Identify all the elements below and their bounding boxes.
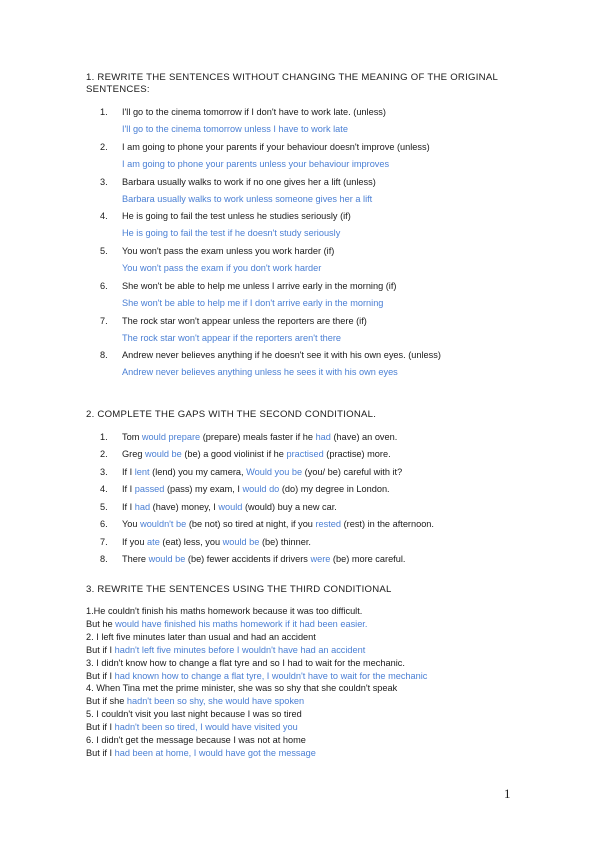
item-number: 3. bbox=[100, 177, 108, 187]
prompt-text: If I bbox=[122, 502, 135, 512]
answer-text: hadn't left five minutes before I wouldn't have had an accident bbox=[114, 644, 366, 655]
prompt-text: (be) a good violinist if he bbox=[181, 449, 287, 459]
answer-text: lent bbox=[134, 467, 150, 477]
answer-text: would prepare bbox=[141, 432, 201, 442]
answer-text: rested bbox=[315, 519, 342, 529]
gap-fill-item bbox=[100, 467, 402, 477]
answer-text: would be bbox=[148, 554, 186, 564]
gap-fill-item bbox=[100, 484, 390, 494]
item-number: 7. bbox=[100, 316, 108, 326]
item-number: 1. bbox=[100, 107, 108, 117]
answer-text: had bbox=[134, 502, 151, 512]
rewritten-sentence bbox=[86, 645, 365, 655]
answer-text: The rock star won't appear if the reporters aren't there bbox=[122, 333, 342, 343]
prompt-text: (prepare) meals faster if he bbox=[200, 432, 316, 442]
question-line bbox=[100, 177, 376, 187]
question-line bbox=[100, 316, 367, 326]
answer-text: Barbara usually walks to work unless someone gives her a lift bbox=[122, 194, 373, 204]
question-text: Andrew never believes anything if he doesn't see it with his own eyes. (unless) bbox=[122, 350, 441, 360]
answer-text: ate bbox=[147, 537, 160, 547]
prompt-text: (eat) less, you bbox=[159, 537, 223, 547]
item-number: 4. bbox=[100, 484, 108, 494]
item-number: 5. bbox=[100, 502, 108, 512]
answer-text: would have finished his maths homework if it had been easier. bbox=[115, 618, 368, 629]
prompt-text: 2. I left five minutes later than usual and had an accident bbox=[86, 631, 316, 642]
answer-text: were bbox=[310, 554, 331, 564]
prompt-text: (be) more careful. bbox=[330, 554, 406, 564]
answer-text: practised bbox=[286, 449, 324, 459]
prompt-text: But if I bbox=[86, 670, 115, 681]
rewritten-sentence bbox=[86, 748, 316, 758]
gap-fill-item bbox=[100, 537, 311, 547]
answer-text: hadn't been so tired, I would have visited you bbox=[114, 722, 298, 733]
answer-text: would bbox=[218, 502, 243, 512]
question-line bbox=[100, 246, 334, 256]
question-line bbox=[100, 350, 441, 360]
prompt-text: (be) thinner. bbox=[259, 537, 311, 547]
original-sentence bbox=[86, 658, 405, 668]
question-text: You won't pass the exam unless you work harder (if) bbox=[122, 246, 335, 256]
item-number: 6. bbox=[100, 281, 108, 291]
section-2-heading: 2. COMPLETE THE GAPS WITH THE SECOND CONDITIONAL. bbox=[86, 409, 377, 420]
prompt-text: (lend) you my camera, bbox=[149, 467, 247, 477]
prompt-text: If you bbox=[122, 537, 148, 547]
prompt-text: If I bbox=[122, 484, 135, 494]
section-3-heading: 3. REWRITE THE SENTENCES USING THE THIRD CONDITIONAL bbox=[86, 584, 392, 595]
question-text: She won't be able to help me unless I arrive early in the morning (if) bbox=[122, 281, 397, 291]
prompt-text: But he bbox=[86, 618, 116, 629]
question-text: I'll go to the cinema tomorrow if I don't have to work late. (unless) bbox=[122, 107, 386, 117]
answer-text: hadn't been so shy, she would have spoken bbox=[126, 696, 305, 707]
item-number: 2. bbox=[100, 142, 108, 152]
prompt-text: (have) an oven. bbox=[330, 432, 398, 442]
question-line bbox=[100, 142, 430, 152]
prompt-text: (would) buy a new car. bbox=[242, 502, 337, 512]
gap-fill-item bbox=[100, 519, 434, 529]
question-text: Barbara usually walks to work if no one gives her a lift (unless) bbox=[122, 177, 376, 187]
prompt-text: (do) my degree in London. bbox=[279, 484, 390, 494]
prompt-text: There bbox=[122, 554, 149, 564]
prompt-text: But if I bbox=[86, 644, 115, 655]
prompt-text: (be) fewer accidents if drivers bbox=[185, 554, 311, 564]
gap-fill-item bbox=[100, 432, 397, 442]
answer-text: would be bbox=[222, 537, 260, 547]
question-text: The rock star won't appear unless the reporters are there (if) bbox=[122, 316, 367, 326]
prompt-text: 1.He couldn't finish his maths homework because it was too difficult. bbox=[86, 606, 363, 616]
answer-text: She won't be able to help me if I don't arrive early in the morning bbox=[122, 298, 384, 308]
answer-text: had bbox=[315, 432, 331, 442]
item-number: 1. bbox=[100, 432, 108, 442]
answer-text: wouldn't be bbox=[140, 519, 187, 529]
item-number: 8. bbox=[100, 554, 108, 564]
item-number: 4. bbox=[100, 211, 108, 221]
item-number: 7. bbox=[100, 537, 108, 547]
answer-text: Would you be bbox=[246, 467, 303, 477]
prompt-text: But if I bbox=[86, 722, 115, 733]
page-number: 1 bbox=[504, 786, 511, 801]
rewritten-sentence bbox=[86, 619, 367, 629]
question-line bbox=[100, 211, 351, 221]
prompt-text: (have) money, I bbox=[150, 502, 219, 512]
answer-text: You won't pass the exam if you don't work harder bbox=[122, 263, 322, 273]
answer-text: I'll go to the cinema tomorrow unless I have to work late bbox=[122, 124, 348, 134]
prompt-text: Greg bbox=[122, 449, 145, 459]
gap-fill-item bbox=[100, 502, 337, 512]
prompt-text: (you/ be) careful with it? bbox=[302, 467, 403, 477]
prompt-text: You bbox=[122, 519, 141, 529]
prompt-text: But if she bbox=[86, 696, 127, 707]
answer-text: had been at home, I would have got the message bbox=[114, 747, 316, 758]
question-text: He is going to fail the test unless he studies seriously (if) bbox=[122, 211, 351, 221]
prompt-text: 3. I didn't know how to change a flat tyre and so I had to wait for the mechanic. bbox=[86, 657, 405, 668]
original-sentence bbox=[86, 683, 397, 693]
item-number: 6. bbox=[100, 519, 108, 529]
prompt-text: If I bbox=[122, 467, 135, 477]
prompt-text: (pass) my exam, I bbox=[164, 484, 243, 494]
prompt-text: Tom bbox=[122, 432, 142, 442]
rewritten-sentence bbox=[86, 671, 427, 681]
item-number: 3. bbox=[100, 467, 108, 477]
prompt-text: 4. When Tina met the prime minister, she was so shy that she couldn't speak bbox=[86, 683, 398, 694]
gap-fill-item bbox=[100, 554, 405, 564]
original-sentence bbox=[86, 709, 302, 719]
question-line bbox=[100, 107, 386, 117]
rewritten-sentence bbox=[86, 722, 298, 732]
item-number: 8. bbox=[100, 350, 108, 360]
original-sentence bbox=[86, 735, 306, 745]
question-text: I am going to phone your parents if your behaviour doesn't improve (unless) bbox=[122, 142, 430, 152]
answer-text: He is going to fail the test if he doesn't study seriously bbox=[122, 228, 341, 238]
prompt-text: 5. I couldn't visit you last night because I was so tired bbox=[86, 709, 302, 720]
item-number: 2. bbox=[100, 449, 108, 459]
prompt-text: (practise) more. bbox=[323, 449, 391, 459]
gap-fill-item bbox=[100, 449, 391, 459]
section-1-heading: 1. REWRITE THE SENTENCES WITHOUT CHANGING THE MEANING OF THE ORIGINAL SENTENCES: bbox=[86, 72, 498, 95]
prompt-text: (be not) so tired at night, if you bbox=[186, 519, 316, 529]
answer-text: would be bbox=[144, 449, 182, 459]
answer-text: passed bbox=[134, 484, 165, 494]
question-line bbox=[100, 281, 396, 291]
rewritten-sentence bbox=[86, 696, 304, 706]
prompt-text: (rest) in the afternoon. bbox=[341, 519, 434, 529]
answer-text: I am going to phone your parents unless your behaviour improves bbox=[122, 159, 390, 169]
original-sentence bbox=[86, 606, 362, 616]
prompt-text: But if I bbox=[86, 747, 115, 758]
item-number: 5. bbox=[100, 246, 108, 256]
answer-text: Andrew never believes anything unless he sees it with his own eyes bbox=[122, 367, 398, 377]
answer-text: would do bbox=[242, 484, 280, 494]
answer-text: had known how to change a flat tyre, I wouldn't have to wait for the mechanic bbox=[114, 670, 428, 681]
original-sentence bbox=[86, 632, 316, 642]
prompt-text: 6. I didn't get the message because I was not at home bbox=[86, 735, 306, 745]
